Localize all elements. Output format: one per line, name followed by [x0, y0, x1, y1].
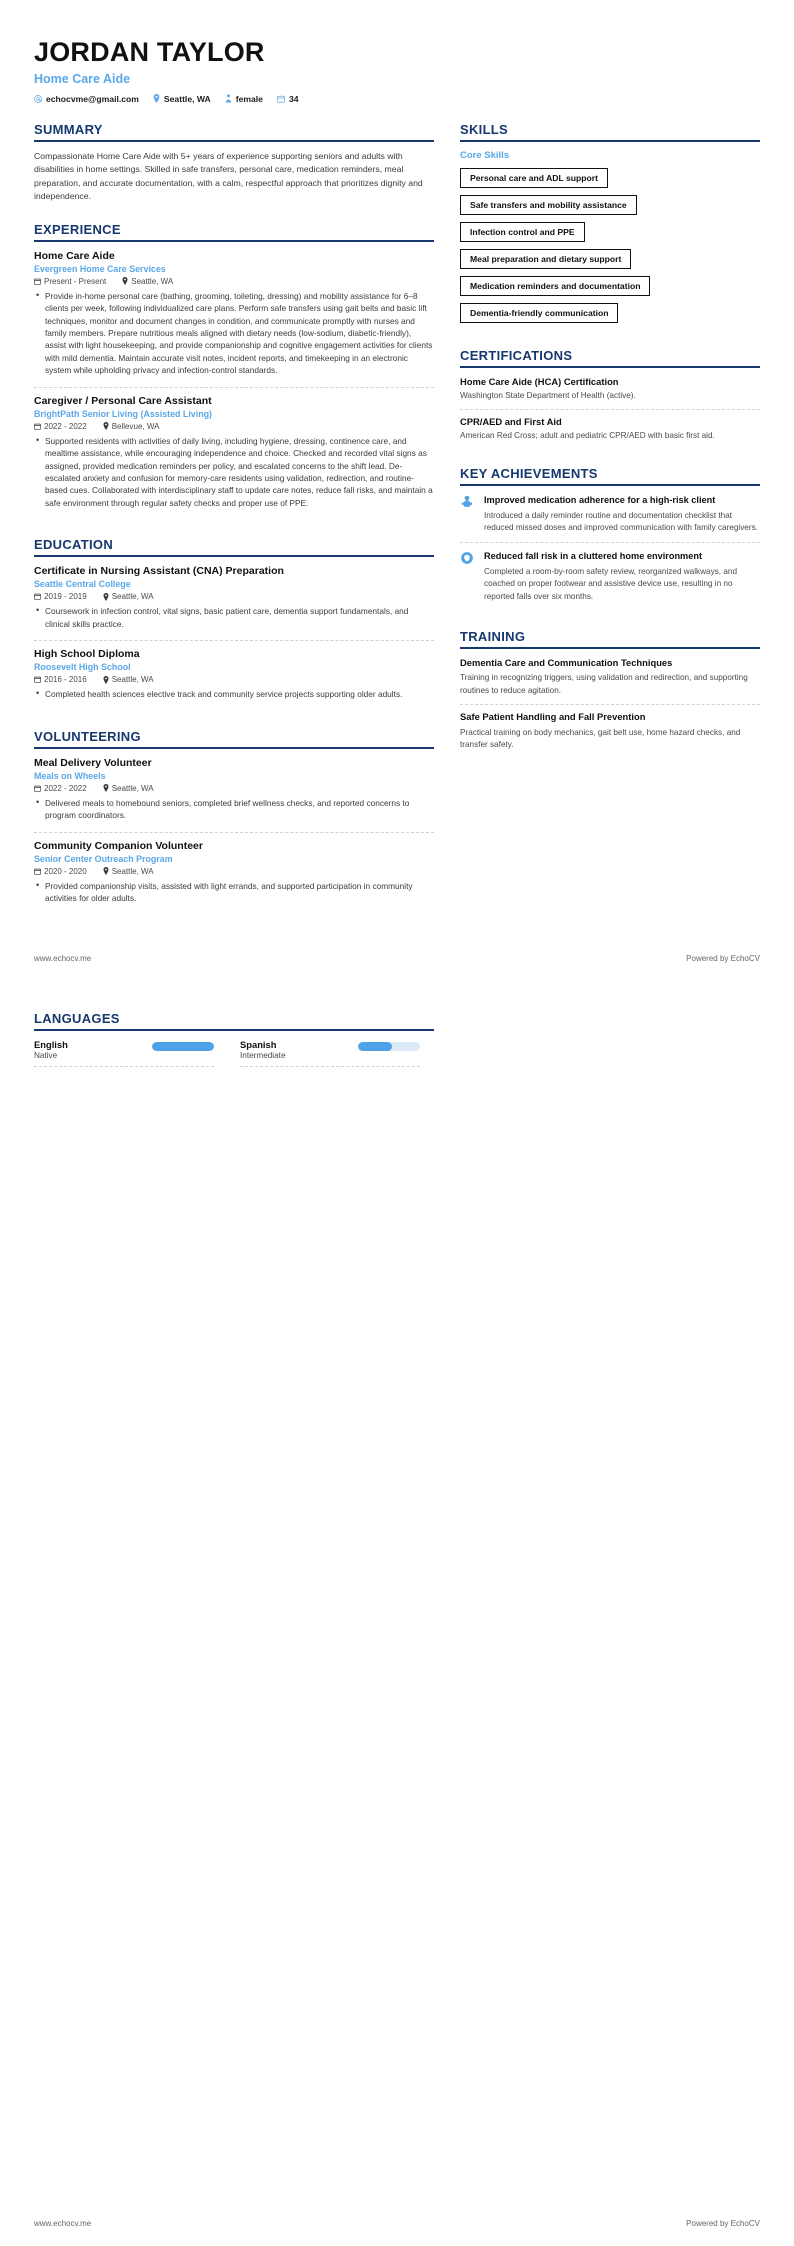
experience-dates-value: 2022 - 2022: [44, 421, 87, 431]
volunteering-bullets: [34, 797, 434, 822]
language-level: Intermediate: [240, 1051, 286, 1061]
footer-site[interactable]: www.echocv.me: [34, 2219, 92, 2228]
education-entry: [34, 565, 434, 641]
list-item: • Completed health sciences elective track and community service projects supporting older adults.: [34, 688, 434, 700]
footer-powered: Powered by EchoCV: [686, 954, 760, 964]
section-skills: [460, 122, 760, 330]
contact-email[interactable]: [34, 94, 139, 104]
experience-location: [122, 277, 173, 286]
section-rule: [34, 240, 434, 242]
education-location-value: Seattle, WA: [111, 592, 154, 602]
skill-list: [460, 168, 760, 330]
education-degree: High School Diploma: [34, 648, 140, 661]
location-pin-icon: [103, 676, 109, 684]
language-proficiency-bar: [358, 1042, 420, 1051]
education-location: [103, 592, 154, 601]
training-item: [460, 711, 760, 758]
experience-entry: [34, 250, 434, 388]
volunteering-org: Meals on Wheels: [34, 770, 106, 781]
language-proficiency-fill: [152, 1042, 214, 1051]
contact-row: [34, 94, 760, 104]
volunteering-dates-value: 2020 - 2020: [44, 866, 87, 876]
contact-gender-value: female: [235, 93, 263, 104]
list-item: • Supported residents with activities of daily living, including hygiene, dressing, continence care, and mealtime assistance, while encouraging independence and choice. Checked and recorded vital signs as assigned, provided medication reminders per policy, and escalated concerns to the shift lead. De-escalated anxiety and confusion for memory-care residents using validation, redirection, and routine-based cues. Collaborated with interdisciplinary staff to update care notes, reduce fall risks, and maintain a safe environment through regular safety checks and proper use of PPE.: [34, 435, 434, 510]
experience-meta: [34, 422, 434, 431]
achievement-desc: Introduced a daily reminder routine and documentation checklist that reduced missed doses and improved communication with family caregivers.: [484, 510, 758, 533]
calendar-icon: [34, 593, 41, 600]
experience-bullets: [34, 290, 434, 377]
section-rule: [34, 747, 434, 749]
experience-location: [103, 422, 160, 431]
volunteering-bullets: [34, 880, 434, 905]
list-item: • Provide in-home personal care (bathing, grooming, toileting, dressing) and mobility assistance for 6–8 clients per week, following individualized care plans. Perform safe transfers using gait belts and basic lift techniques, monitor and document changes in condition, and communicate promptly with nurses and family members. Prepare nutritious meals aligned with dietary needs (low-sodium, diabetic-friendly), assist with light housekeeping, and provide companionship and cognitive engagement activities for clients with mild dementia. Maintain accurate visit notes, incident reports, and timekeeping in an electronic system while upholding privacy and infection-control standards.: [34, 290, 434, 377]
volunteering-location: [103, 784, 154, 793]
section-title-achievements: KEY ACHIEVEMENTS: [460, 466, 598, 482]
volunteering-entry: [34, 757, 434, 833]
experience-location-value: Bellevue, WA: [111, 421, 160, 431]
certification-item: [460, 416, 760, 449]
resume-header: [34, 38, 760, 104]
language-proficiency-bar: [152, 1042, 214, 1051]
experience-org: Evergreen Home Care Services: [34, 263, 166, 274]
training-name: Safe Patient Handling and Fall Prevention: [460, 711, 646, 723]
volunteering-dates-value: 2022 - 2022: [44, 783, 87, 793]
person-icon: [225, 94, 232, 103]
education-dates-value: 2019 - 2019: [44, 592, 87, 602]
section-languages: [34, 1011, 434, 1067]
education-degree: Certificate in Nursing Assistant (CNA) Preparation: [34, 565, 284, 578]
training-name: Dementia Care and Communication Techniques: [460, 656, 673, 668]
contact-location: [153, 94, 211, 104]
education-bullets: [34, 605, 434, 630]
section-rule: [34, 555, 434, 557]
achievement-title: Reduced fall risk in a cluttered home environment: [484, 551, 703, 562]
summary-text: Compassionate Home Care Aide with 5+ years of experience supporting seniors and adults with disabilities in home settings. Skilled in safe transfers, personal care, medication reminders, meal preparation, and accurate documentation, with a calm, respectful approach that prioritizes dignity and independence.: [34, 150, 423, 202]
location-pin-icon: [122, 277, 128, 285]
volunteering-meta: [34, 784, 434, 793]
resume-columns: [34, 122, 760, 933]
language-item: [240, 1039, 420, 1067]
training-desc: Practical training on body mechanics, gait belt use, home hazard checks, and transfer safety.: [460, 727, 741, 750]
right-column: [460, 122, 760, 777]
experience-dates: [34, 422, 87, 431]
skill-chip: Personal care and ADL support: [460, 168, 608, 188]
experience-meta: [34, 277, 434, 286]
location-pin-icon: [103, 422, 109, 430]
experience-org: BrightPath Senior Living (Assisted Living): [34, 408, 213, 419]
resume-sheet-2: [0, 963, 794, 1067]
section-title-experience: EXPERIENCE: [34, 221, 121, 237]
contact-location-value: Seattle, WA: [163, 93, 211, 104]
skill-chip: Medication reminders and documentation: [460, 276, 650, 296]
section-rule: [34, 140, 434, 142]
certification-issuer: Washington State Department of Health (active).: [460, 390, 636, 400]
volunteering-location-value: Seattle, WA: [111, 783, 154, 793]
education-school: Seattle Central College: [34, 579, 131, 590]
certification-item: [460, 376, 760, 410]
training-desc: Training in recognizing triggers, using validation and redirection, and supporting routines to reduce agitation.: [460, 673, 748, 695]
language-text: [34, 1039, 68, 1060]
education-dates: [34, 592, 87, 601]
certification-name: Home Care Aide (HCA) Certification: [460, 375, 619, 387]
section-rule: [34, 1029, 434, 1031]
volunteering-entry: [34, 840, 434, 915]
volunteering-dates: [34, 867, 87, 876]
volunteering-dates: [34, 784, 87, 793]
contact-email-value: echocvme@gmail.com: [46, 93, 139, 104]
footer-sheet-2: [0, 2219, 794, 2228]
location-pin-icon: [103, 593, 109, 601]
footer-powered: Powered by EchoCV: [686, 2219, 760, 2228]
education-location-value: Seattle, WA: [111, 675, 154, 685]
list-item: • Coursework in infection control, vital signs, basic patient care, dementia support fundamentals, and clinical skills practice.: [34, 605, 434, 630]
language-proficiency-fill: [358, 1042, 392, 1051]
achievement-body: [484, 494, 760, 534]
achievement-item: [460, 494, 760, 543]
section-title-education: EDUCATION: [34, 537, 114, 553]
skill-chip: Dementia-friendly communication: [460, 303, 618, 323]
section-key-achievements: [460, 466, 760, 610]
footer-sheet-1: [34, 954, 760, 963]
skill-group-name: Core Skills: [460, 149, 510, 161]
location-pin-icon: [103, 867, 109, 875]
contact-age: [277, 94, 299, 104]
headline: Home Care Aide: [34, 71, 131, 86]
education-meta: [34, 675, 434, 684]
experience-location-value: Seattle, WA: [131, 276, 174, 286]
page-title: JORDAN TAYLOR: [34, 37, 265, 67]
section-title-training: TRAINING: [460, 628, 526, 644]
volunteering-role: Meal Delivery Volunteer: [34, 756, 152, 769]
section-volunteering: [34, 729, 434, 915]
list-item: • Provided companionship visits, assisted with light errands, and supported participation in community activities for older adults.: [34, 880, 434, 905]
experience-dates: [34, 277, 106, 286]
section-title-skills: SKILLS: [460, 121, 509, 137]
volunteering-meta: [34, 867, 434, 876]
achievement-title: Improved medication adherence for a high-risk client: [484, 495, 716, 506]
calendar-icon: [277, 95, 285, 103]
calendar-icon: [34, 423, 41, 430]
volunteering-location-value: Seattle, WA: [111, 866, 154, 876]
language-level: Native: [34, 1051, 58, 1061]
calendar-icon: [34, 676, 41, 683]
experience-dates-value: Present - Present: [44, 276, 107, 286]
language-grid: [34, 1039, 434, 1067]
experience-entry: [34, 395, 434, 520]
language-item: [34, 1039, 214, 1067]
skill-chip: Meal preparation and dietary support: [460, 249, 631, 269]
experience-bullets: [34, 435, 434, 510]
section-certifications: [460, 348, 760, 449]
achievement-item: [460, 550, 760, 610]
section-title-volunteering: VOLUNTEERING: [34, 728, 141, 744]
education-location: [103, 675, 154, 684]
location-pin-icon: [103, 784, 109, 792]
training-item: [460, 657, 760, 705]
education-school: Roosevelt High School: [34, 662, 131, 673]
experience-role: Home Care Aide: [34, 249, 115, 262]
volunteering-org: Senior Center Outreach Program: [34, 853, 173, 864]
language-name: English: [34, 1039, 68, 1051]
section-summary: [34, 122, 434, 204]
skill-chip: Infection control and PPE: [460, 222, 585, 242]
location-pin-icon: [153, 94, 160, 103]
email-icon: [34, 95, 42, 103]
achievement-desc: Completed a room-by-room safety review, reorganized walkways, and coached on proper footwear and assistive device use, resulting in no reported falls over six months.: [484, 566, 738, 601]
section-rule: [460, 366, 760, 368]
section-education: [34, 537, 434, 710]
shield-safety-icon: [460, 550, 476, 602]
section-rule: [460, 484, 760, 486]
calendar-icon: [34, 868, 41, 875]
list-item: • Delivered meals to homebound seniors, completed brief wellness checks, and reported concerns to program coordinators.: [34, 797, 434, 822]
education-meta: [34, 592, 434, 601]
contact-gender: [225, 94, 263, 104]
calendar-icon: [34, 785, 41, 792]
calendar-icon: [34, 278, 41, 285]
pill-medication-icon: [460, 494, 476, 534]
section-training: [460, 629, 760, 759]
contact-age-value: 34: [288, 93, 299, 104]
volunteering-role: Community Companion Volunteer: [34, 839, 203, 852]
education-bullets: [34, 688, 434, 700]
education-dates: [34, 675, 87, 684]
section-rule: [460, 140, 760, 142]
footer-site[interactable]: www.echocv.me: [34, 954, 92, 964]
section-title-languages: LANGUAGES: [34, 1011, 120, 1027]
education-dates-value: 2016 - 2016: [44, 675, 87, 685]
achievement-body: [484, 550, 760, 602]
skill-chip: Safe transfers and mobility assistance: [460, 195, 637, 215]
section-rule: [460, 647, 760, 649]
certification-issuer: American Red Cross; adult and pediatric CPR/AED with basic first aid.: [460, 430, 715, 440]
education-entry: [34, 648, 434, 710]
section-title-summary: SUMMARY: [34, 121, 103, 137]
volunteering-location: [103, 867, 154, 876]
left-column: [34, 122, 434, 933]
language-name: Spanish: [240, 1039, 277, 1051]
experience-role: Caregiver / Personal Care Assistant: [34, 394, 212, 407]
section-experience: [34, 222, 434, 520]
language-text: [240, 1039, 286, 1060]
section-title-certifications: CERTIFICATIONS: [460, 347, 573, 363]
certification-name: CPR/AED and First Aid: [460, 415, 562, 427]
resume-sheet-1: [0, 0, 794, 963]
